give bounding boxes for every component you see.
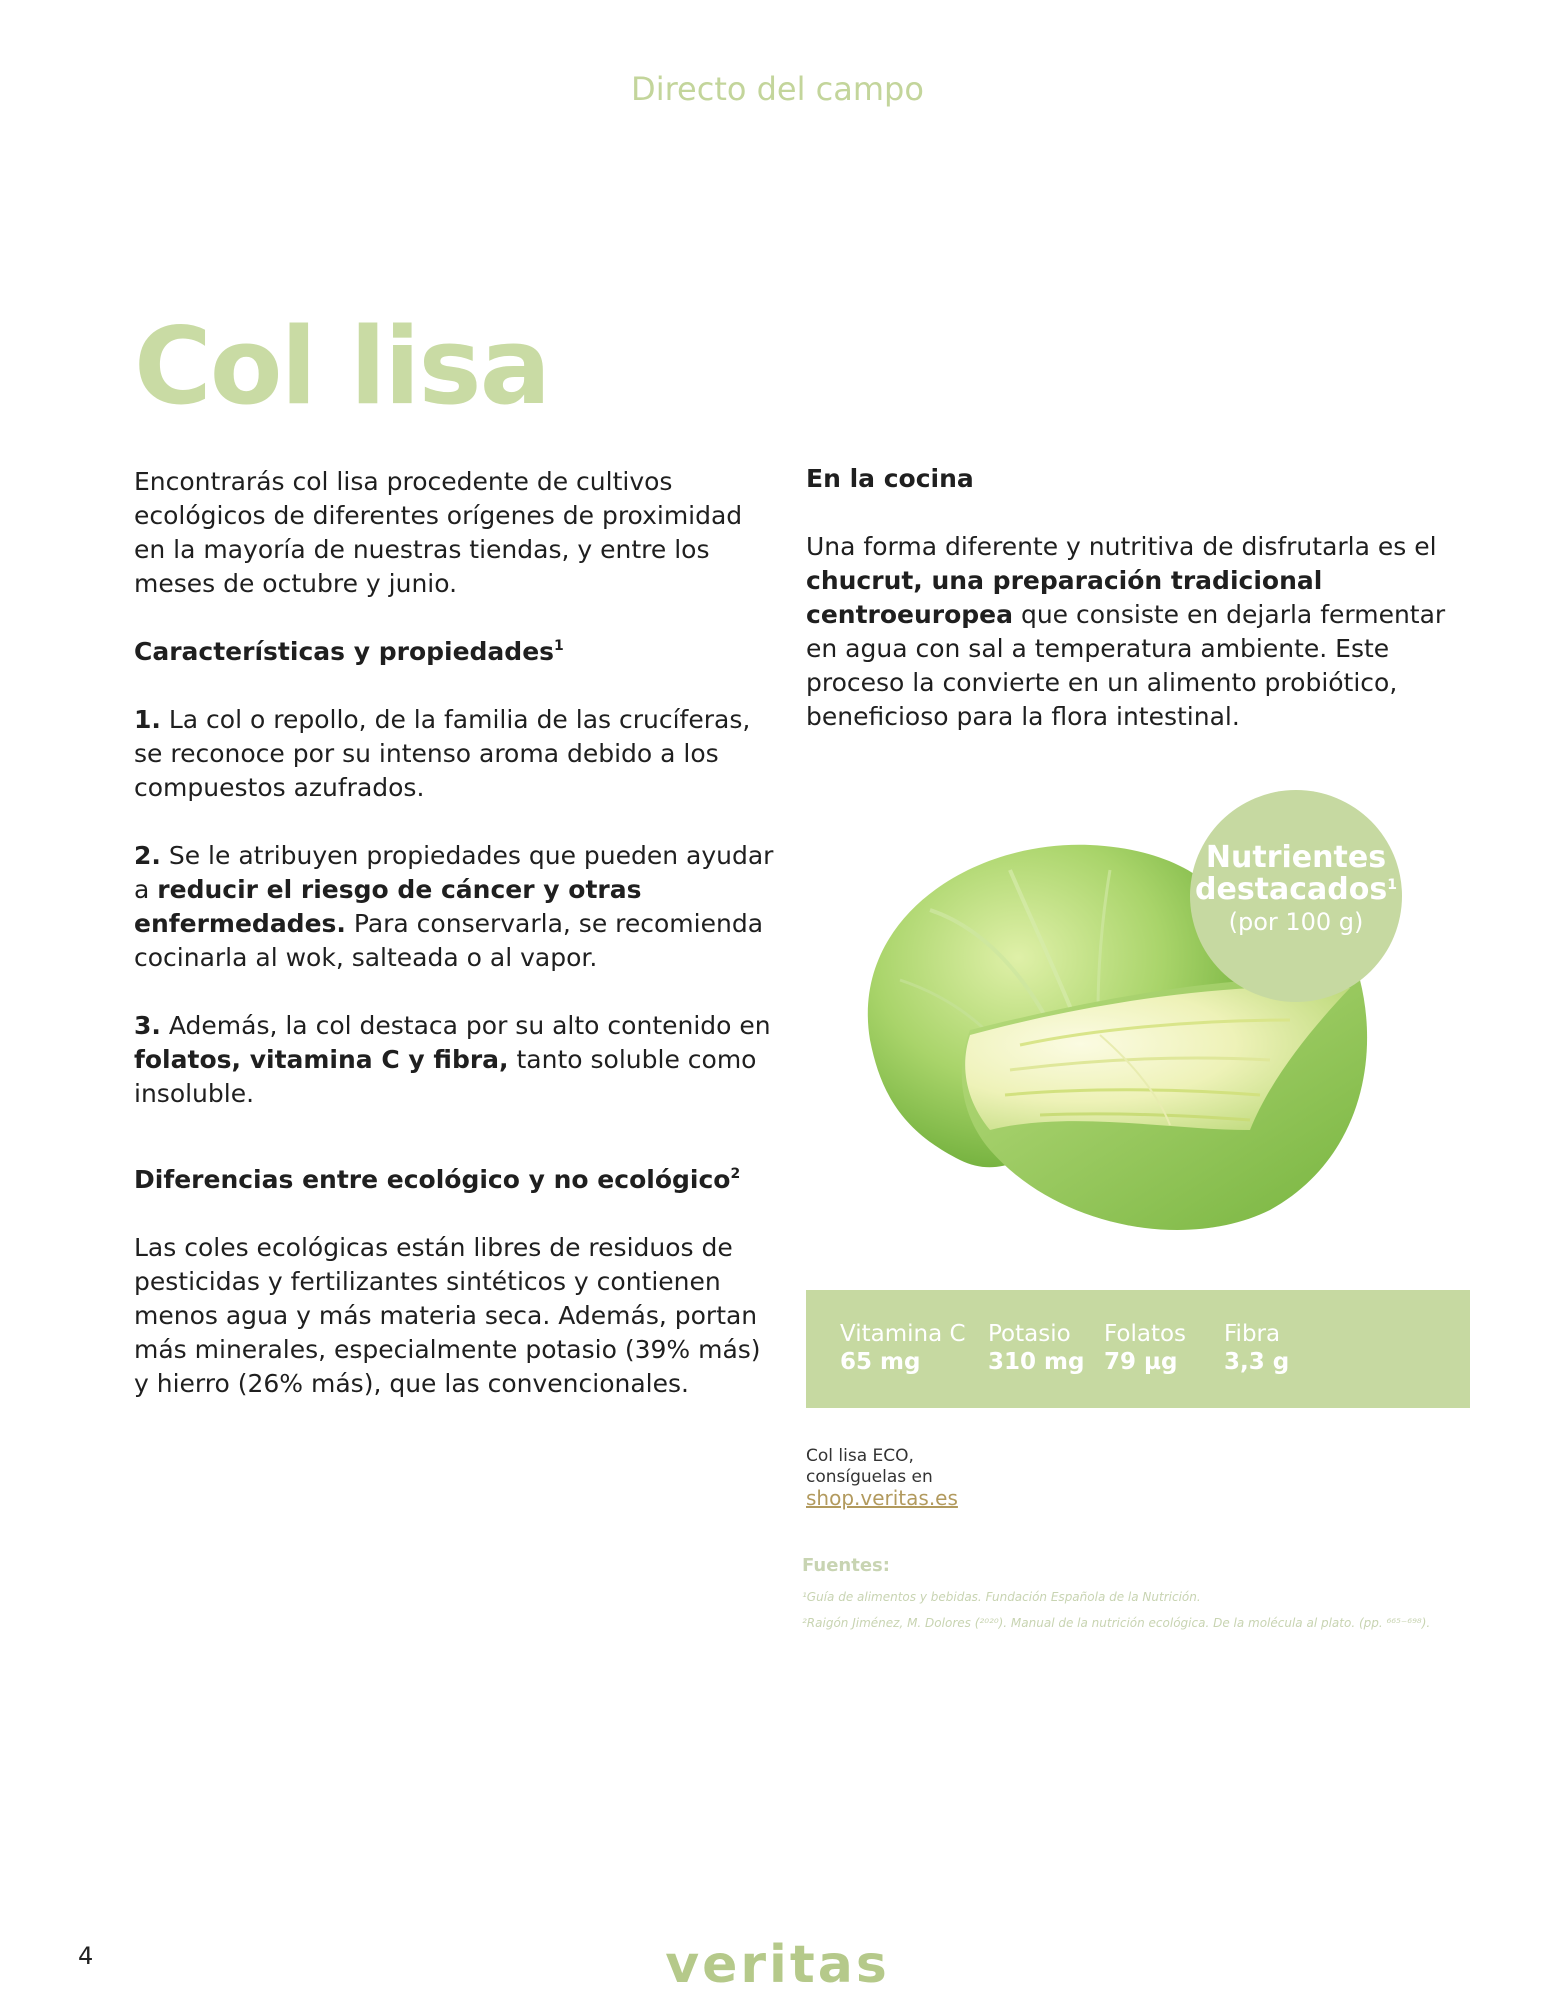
list-item-2 <box>134 839 774 975</box>
page-title: Col lisa <box>134 305 550 428</box>
list-text: La col o repollo, de la familia de las crucíferas, se reconoce por su intenso aroma debido a los compuestos azufrados. <box>134 705 751 802</box>
nutrient-value: 310 mg <box>988 1349 1085 1375</box>
promo-line-2: consíguelas en <box>806 1467 933 1487</box>
promo-line-1: Col lisa ECO, <box>806 1446 914 1466</box>
characteristics-heading <box>134 635 774 669</box>
source-reference-1: ¹Guía de alimentos y bebidas. Fundación Española de la Nutrición. <box>802 1590 1201 1604</box>
nutrient-folates <box>1104 1320 1186 1376</box>
footnote-ref: 1 <box>554 638 564 654</box>
section-header: Directo del campo <box>631 70 924 108</box>
nutrient-vitamin-c <box>840 1320 966 1376</box>
list-item-3 <box>134 1009 774 1111</box>
sources <box>802 1555 1430 1636</box>
kitchen-text: que consiste en dejarla fermentar en agua con sal a temperatura ambiente. Este proceso la convierte en un alimento probiótico, beneficioso para la flora intestinal. <box>806 600 1446 731</box>
source-reference-2: ²Raigón Jiménez, M. Dolores (²⁰²⁰). Manual de la nutrición ecológica. De la molécula al plato. (pp. ⁶⁶⁵⁻⁶⁹⁸). <box>802 1616 1431 1630</box>
nutrient-name: Vitamina C <box>840 1321 966 1347</box>
list-text: Para conservarla, se recomienda cocinarla al wok, salteada o al vapor. <box>134 909 764 972</box>
differences-paragraph: Las coles ecológicas están libres de residuos de pesticidas y fertilizantes sintéticos y contienen menos agua y más materia seca. Además, portan más minerales, especialmente potasio (39% más) y hierro (26% más), que las convencionales. <box>134 1233 761 1398</box>
nutrient-value: 79 µg <box>1104 1349 1178 1375</box>
footnote-ref: 2 <box>730 1166 741 1182</box>
right-column <box>806 462 1456 734</box>
list-number: 1. <box>134 705 161 734</box>
left-column <box>134 465 774 1401</box>
badge-line1: Nutrientes <box>1205 840 1387 875</box>
shop-promo <box>806 1446 958 1511</box>
badge-title <box>1190 842 1402 906</box>
list-number: 2. <box>134 841 161 870</box>
list-bold-text: reducir el riesgo de cáncer y otras enfermedades. <box>134 875 642 938</box>
kitchen-heading: En la cocina <box>806 464 974 493</box>
badge-unit: (por 100 g) <box>1228 908 1364 936</box>
badge-line2: destacados <box>1195 872 1388 907</box>
characteristics-heading-text: Características y propiedades <box>134 637 555 666</box>
list-item-1 <box>134 703 774 805</box>
kitchen-bold-text: chucrut, una preparación tradicional centroeuropea <box>806 566 1323 629</box>
list-bold-text: folatos, vitamina C y fibra, <box>134 1045 509 1074</box>
footnote-ref: 1 <box>1387 877 1397 893</box>
nutrient-name: Fibra <box>1224 1321 1281 1347</box>
nutrients-badge <box>1190 790 1402 1002</box>
kitchen-paragraph <box>806 530 1456 734</box>
nutrient-name: Folatos <box>1104 1321 1187 1347</box>
list-text: Se le atribuyen propiedades que pueden ayudar a <box>134 841 774 904</box>
nutrients-table <box>806 1290 1470 1408</box>
nutrient-value: 3,3 g <box>1224 1349 1290 1375</box>
differences-heading <box>134 1163 774 1197</box>
kitchen-text: Una forma diferente y nutritiva de disfrutarla es el <box>806 532 1437 561</box>
differences-heading-text: Diferencias entre ecológico y no ecológico <box>134 1165 731 1194</box>
list-number: 3. <box>134 1011 161 1040</box>
brand-logo: veritas <box>665 1935 890 1987</box>
list-text: tanto soluble como insoluble. <box>134 1045 757 1108</box>
nutrient-potassium <box>988 1320 1084 1376</box>
sources-heading: Fuentes: <box>802 1555 890 1576</box>
nutrient-value: 65 mg <box>840 1349 921 1375</box>
nutrient-fiber <box>1224 1320 1289 1376</box>
intro-paragraph: Encontrarás col lisa procedente de cultivos ecológicos de diferentes orígenes de proximidad en la mayoría de nuestras tiendas, y entre los meses de octubre y junio. <box>134 467 743 598</box>
page-number: 4 <box>78 1942 94 1970</box>
nutrient-name: Potasio <box>988 1321 1071 1347</box>
list-text: Además, la col destaca por su alto contenido en <box>160 1011 771 1040</box>
shop-link[interactable]: shop.veritas.es <box>806 1486 958 1510</box>
